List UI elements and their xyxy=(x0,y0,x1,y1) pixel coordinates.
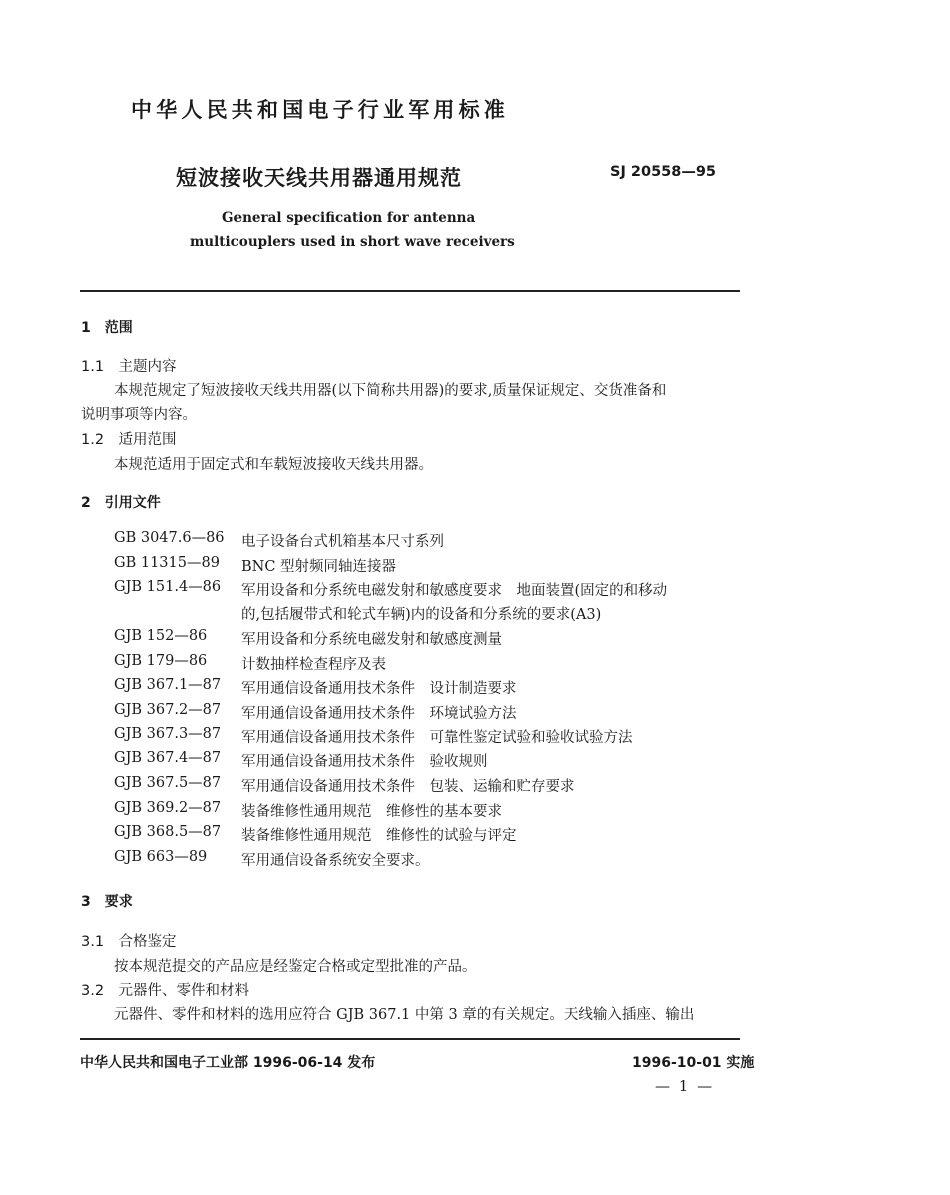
issuing-body-title: 中华人民共和国电子行业军用标准 xyxy=(131,98,509,122)
reference-title: 计数抽样检查程序及表 xyxy=(241,657,386,673)
reference-code: GJB 152—86 xyxy=(114,628,208,644)
section-2-heading: 2 引用文件 xyxy=(81,495,161,511)
footer-divider xyxy=(80,1038,740,1040)
reference-code: GJB 367.5—87 xyxy=(114,775,222,791)
reference-title-continued: 的,包括履带式和轮式车辆)内的设备和分系统的要求(A3) xyxy=(241,607,602,623)
standard-code: SJ 20558—95 xyxy=(610,164,717,180)
reference-code: GJB 179—86 xyxy=(114,653,208,669)
section-3-1-text: 按本规范提交的产品应是经鉴定合格或定型批准的产品。 xyxy=(114,959,477,975)
reference-title: 军用通信设备通用技术条件 可靠性鉴定试验和验收试验方法 xyxy=(241,730,633,746)
reference-title: 电子设备台式机箱基本尺寸系列 xyxy=(241,534,444,550)
page-number: — 1 — xyxy=(655,1077,715,1095)
section-3-2-heading: 3.2 元器件、零件和材料 xyxy=(81,983,250,999)
section-1-1-heading: 1.1 主题内容 xyxy=(81,359,177,375)
reference-title: 军用通信设备通用技术条件 设计制造要求 xyxy=(241,681,517,697)
effective-date: 1996-10-01 实施 xyxy=(632,1055,755,1071)
english-title-line-2: multicouplers used in short wave receivers xyxy=(190,234,515,250)
section-1-2-text: 本规范适用于固定式和车载短波接收天线共用器。 xyxy=(114,457,433,473)
reference-title: BNC 型射频同轴连接器 xyxy=(241,559,397,575)
reference-title: 军用通信设备通用技术条件 验收规则 xyxy=(241,754,488,770)
section-1-heading: 1 范围 xyxy=(81,320,133,336)
reference-title: 军用设备和分系统电磁发射和敏感度测量 xyxy=(241,632,502,648)
reference-title: 军用通信设备系统安全要求。 xyxy=(241,853,430,869)
section-1-1-text-line-1: 本规范规定了短波接收天线共用器(以下简称共用器)的要求,质量保证规定、交货准备和 xyxy=(114,383,667,399)
reference-title: 装备维修性通用规范 维修性的基本要求 xyxy=(241,804,502,820)
section-1-1-text-line-2: 说明事项等内容。 xyxy=(81,407,197,423)
section-3-1-heading: 3.1 合格鉴定 xyxy=(81,934,177,950)
reference-code: GB 11315—89 xyxy=(114,555,220,571)
section-3-heading: 3 要求 xyxy=(81,894,133,910)
reference-title: 军用通信设备通用技术条件 包装、运输和贮存要求 xyxy=(241,779,575,795)
reference-code: GJB 367.1—87 xyxy=(114,677,222,693)
issuer-date: 中华人民共和国电子工业部 1996-06-14 发布 xyxy=(80,1055,376,1071)
reference-title: 军用通信设备通用技术条件 环境试验方法 xyxy=(241,706,517,722)
reference-code: GJB 368.5—87 xyxy=(114,824,222,840)
reference-code: GJB 151.4—86 xyxy=(114,579,222,595)
document-title: 短波接收天线共用器通用规范 xyxy=(176,166,462,190)
section-1-2-heading: 1.2 适用范围 xyxy=(81,432,177,448)
reference-title: 装备维修性通用规范 维修性的试验与评定 xyxy=(241,828,517,844)
reference-code: GJB 367.3—87 xyxy=(114,726,222,742)
english-title-line-1: General specification for antenna xyxy=(222,210,476,226)
reference-code: GJB 367.4—87 xyxy=(114,750,222,766)
reference-code: GJB 369.2—87 xyxy=(114,800,222,816)
section-3-2-text: 元器件、零件和材料的选用应符合 GJB 367.1 中第 3 章的有关规定。天线输入插座、输出 xyxy=(114,1007,695,1023)
reference-code: GB 3047.6—86 xyxy=(114,530,225,546)
header-divider xyxy=(80,290,740,292)
reference-code: GJB 663—89 xyxy=(114,849,208,865)
reference-title: 军用设备和分系统电磁发射和敏感度要求 地面装置(固定的和移动 xyxy=(241,583,668,599)
reference-code: GJB 367.2—87 xyxy=(114,702,222,718)
